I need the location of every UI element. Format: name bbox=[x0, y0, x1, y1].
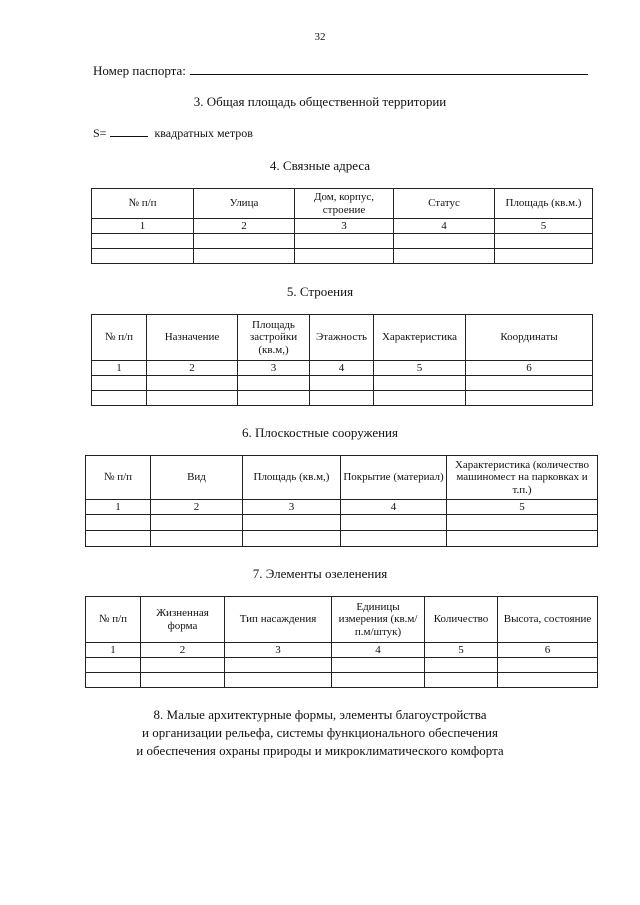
empty-cell bbox=[425, 673, 498, 688]
empty-row bbox=[86, 673, 598, 688]
empty-cell bbox=[238, 376, 310, 391]
section-4-title: 4. Связные адреса bbox=[269, 158, 371, 173]
header-cell: Тип насаждения bbox=[225, 597, 332, 643]
greenery-table bbox=[85, 596, 598, 688]
column-number: 1 bbox=[86, 643, 141, 658]
empty-row bbox=[86, 515, 598, 531]
empty-cell bbox=[86, 673, 141, 688]
empty-cell bbox=[225, 658, 332, 673]
empty-cell bbox=[243, 515, 341, 531]
section-8-title-line: и организации рельефа, системы функционального обеспечения bbox=[142, 725, 498, 740]
empty-cell bbox=[147, 391, 238, 406]
passport-number-blank bbox=[190, 62, 588, 75]
table-header-row bbox=[92, 189, 593, 219]
column-number: 2 bbox=[151, 500, 243, 515]
section-7-title: 7. Элементы озеленения bbox=[252, 566, 388, 581]
area-unit: квадратных метров bbox=[154, 126, 253, 140]
area-blank bbox=[110, 126, 148, 137]
column-number: 5 bbox=[495, 219, 593, 234]
header-cell: Улица bbox=[194, 189, 295, 219]
empty-cell bbox=[498, 673, 598, 688]
header-cell: Покрытие (материал) bbox=[341, 456, 447, 500]
empty-cell bbox=[141, 658, 225, 673]
passport-number-line bbox=[93, 62, 588, 79]
empty-cell bbox=[147, 376, 238, 391]
empty-cell bbox=[295, 249, 394, 264]
section-8-title-line: 8. Малые архитектурные формы, элементы благоустройства bbox=[153, 707, 487, 722]
empty-cell bbox=[151, 515, 243, 531]
column-number: 5 bbox=[374, 361, 466, 376]
empty-cell bbox=[151, 531, 243, 547]
header-cell: Дом, корпус, строение bbox=[295, 189, 394, 219]
column-number-row bbox=[86, 643, 598, 658]
column-number: 6 bbox=[498, 643, 598, 658]
empty-row bbox=[92, 376, 593, 391]
header-cell: Назначение bbox=[147, 315, 238, 361]
empty-cell bbox=[92, 234, 194, 249]
header-cell: Единицы измерения (кв.м/п.м/штук) bbox=[332, 597, 425, 643]
empty-cell bbox=[86, 658, 141, 673]
column-number: 3 bbox=[243, 500, 341, 515]
header-cell: № п/п bbox=[92, 189, 194, 219]
empty-cell bbox=[243, 531, 341, 547]
empty-cell bbox=[310, 391, 374, 406]
empty-cell bbox=[341, 515, 447, 531]
column-number: 1 bbox=[86, 500, 151, 515]
header-cell: Координаты bbox=[466, 315, 593, 361]
empty-cell bbox=[194, 234, 295, 249]
header-cell: Статус bbox=[394, 189, 495, 219]
column-number: 3 bbox=[295, 219, 394, 234]
header-cell: Жизненная форма bbox=[141, 597, 225, 643]
header-cell: Этажность bbox=[310, 315, 374, 361]
empty-cell bbox=[495, 234, 593, 249]
column-number: 3 bbox=[238, 361, 310, 376]
empty-row bbox=[86, 658, 598, 673]
section-8-title bbox=[0, 706, 640, 760]
column-number: 4 bbox=[332, 643, 425, 658]
column-number: 1 bbox=[92, 361, 147, 376]
empty-cell bbox=[447, 531, 598, 547]
empty-row bbox=[92, 249, 593, 264]
empty-cell bbox=[86, 531, 151, 547]
empty-cell bbox=[374, 376, 466, 391]
empty-cell bbox=[394, 234, 495, 249]
empty-cell bbox=[92, 249, 194, 264]
header-cell: Характеристика (количество машиномест на парковках и т.п.) bbox=[447, 456, 598, 500]
column-number: 6 bbox=[466, 361, 593, 376]
table-header-row bbox=[92, 315, 593, 361]
header-cell: № п/п bbox=[86, 456, 151, 500]
header-cell: № п/п bbox=[86, 597, 141, 643]
empty-cell bbox=[86, 515, 151, 531]
column-number: 4 bbox=[394, 219, 495, 234]
empty-row bbox=[86, 531, 598, 547]
column-number-row bbox=[92, 219, 593, 234]
column-number: 2 bbox=[194, 219, 295, 234]
column-number: 2 bbox=[147, 361, 238, 376]
empty-cell bbox=[238, 391, 310, 406]
section-3-title: 3. Общая площадь общественной территории bbox=[193, 94, 447, 109]
page-number: 32 bbox=[314, 31, 326, 43]
empty-row bbox=[92, 391, 593, 406]
header-cell: Высота, состояние bbox=[498, 597, 598, 643]
addresses-table bbox=[91, 188, 593, 264]
empty-cell bbox=[310, 376, 374, 391]
table-header-row bbox=[86, 597, 598, 643]
column-number: 5 bbox=[425, 643, 498, 658]
empty-cell bbox=[332, 673, 425, 688]
empty-row bbox=[92, 234, 593, 249]
empty-cell bbox=[225, 673, 332, 688]
header-cell: Характеристика bbox=[374, 315, 466, 361]
header-cell: № п/п bbox=[92, 315, 147, 361]
header-cell: Площадь (кв.м,) bbox=[243, 456, 341, 500]
section-6-title: 6. Плоскостные сооружения bbox=[241, 425, 398, 440]
column-number: 4 bbox=[341, 500, 447, 515]
empty-cell bbox=[92, 376, 147, 391]
header-cell: Площадь (кв.м.) bbox=[495, 189, 593, 219]
empty-cell bbox=[341, 531, 447, 547]
buildings-table bbox=[91, 314, 593, 406]
column-number-row bbox=[92, 361, 593, 376]
empty-cell bbox=[92, 391, 147, 406]
passport-label: Номер паспорта: bbox=[93, 63, 186, 78]
empty-cell bbox=[466, 376, 593, 391]
area-prefix: S= bbox=[93, 126, 107, 140]
table-header-row bbox=[86, 456, 598, 500]
flat-structures-table bbox=[85, 455, 598, 547]
empty-cell bbox=[466, 391, 593, 406]
section-8-title-line: и обеспечения охраны природы и микроклиматического комфорта bbox=[136, 743, 504, 758]
column-number: 1 bbox=[92, 219, 194, 234]
column-number: 4 bbox=[310, 361, 374, 376]
column-number: 5 bbox=[447, 500, 598, 515]
section-5-title: 5. Строения bbox=[286, 284, 354, 299]
header-cell: Вид bbox=[151, 456, 243, 500]
header-cell: Количество bbox=[425, 597, 498, 643]
header-cell: Площадь застройки (кв.м,) bbox=[238, 315, 310, 361]
column-number: 2 bbox=[141, 643, 225, 658]
empty-cell bbox=[194, 249, 295, 264]
empty-cell bbox=[495, 249, 593, 264]
column-number-row bbox=[86, 500, 598, 515]
empty-cell bbox=[425, 658, 498, 673]
area-line bbox=[93, 126, 253, 141]
empty-cell bbox=[394, 249, 495, 264]
column-number: 3 bbox=[225, 643, 332, 658]
empty-cell bbox=[498, 658, 598, 673]
empty-cell bbox=[332, 658, 425, 673]
empty-cell bbox=[141, 673, 225, 688]
empty-cell bbox=[447, 515, 598, 531]
empty-cell bbox=[374, 391, 466, 406]
empty-cell bbox=[295, 234, 394, 249]
